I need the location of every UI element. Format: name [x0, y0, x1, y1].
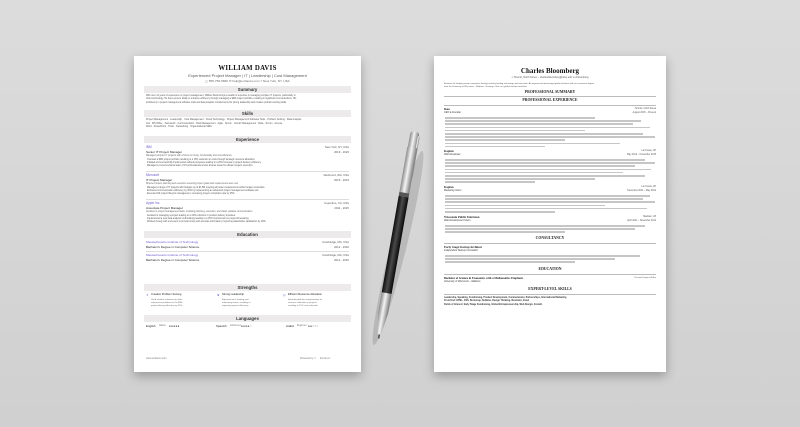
skills-line: Jira · MS Office · Teamwork · Communication · Risk Management · Agile · Scrum · Vendor Management · Data · Scrum · Access [146, 121, 283, 125]
resume-name: WILLIAM DAVIS [218, 65, 277, 72]
footer-brand: Enhancv [320, 357, 331, 360]
summary-line: With over 12 years of experience in project management, William Davis brings a wealth of expertise in managing complex IT projects, particularly in [146, 95, 296, 97]
intro-line: Business for leading startup companies through industry-leading web design and execution. An experienced team-target global solutions with an economics degree [444, 83, 595, 85]
education-degree: Bachelor's Degree in Computer Science [146, 244, 200, 249]
strength-line: motivating teams, resulting in [222, 301, 251, 304]
languages-header: Languages [144, 315, 351, 322]
job-dates: May 2012 – November 2015 [627, 154, 656, 156]
strength-line: resulting in 15% cost reduction. [288, 304, 319, 307]
job-location: New York, NY, USA [324, 145, 349, 149]
job-title: Web Developer [444, 153, 461, 156]
education-dates: 2012 - 2016 [334, 257, 349, 262]
resume-headline: Experienced Project Manager | IT | Leadership | Cost Management [188, 73, 307, 78]
rating-dots: ●●●●○ [241, 323, 252, 328]
skills-line: Word · PowerPoint · Trello · Networking · Organizational Skills [146, 125, 212, 129]
language-name: Spanish [216, 324, 227, 328]
job-location: Toronto, North Korea [634, 108, 656, 110]
job-intro: Directed project planning and execution ensuring project goals and requirements were met. [146, 183, 239, 185]
education-school: University of Wisconsin – Madison [444, 280, 481, 283]
strength-line: project driving efficiency up 30%. [151, 304, 183, 307]
infinity-logo-icon: ∞ [314, 356, 317, 361]
skills-header: Skills [144, 110, 351, 117]
job-title: Associate Project Manager [146, 205, 183, 210]
strength-title: Strong Leadership [222, 293, 244, 297]
job-dates: August 2015 – Present [632, 112, 656, 114]
job-dates: 2015 - 2019 [334, 177, 349, 182]
strength-line: improving project efficiency. [222, 304, 249, 307]
skills-line: Leadership, Speaking, Fundraising, Product Development, Communicator, Partnerships, International Marketing [444, 297, 567, 299]
job-bullet: Implemented a new data analysis methodology leading to a 15% improvement in project forecasting. [147, 217, 250, 220]
footer-website: www.enhancv.com [146, 357, 167, 360]
job-intro: Managed complex IT projects with a focus on timing, functionality and cost efficiency. [146, 155, 233, 157]
skills-line: Project Management · Leadership · Cost Management · Cloud Technology · Project Management Software Tools · Problem Solving · Data Analysis [146, 118, 302, 121]
language-name: English [146, 324, 156, 328]
job-title: CEO & Founder [444, 111, 462, 114]
skills-line: Front End: HTML, CSS, Bootstrap, Sublime, Design Thinking, Illustrator, Excel [444, 300, 530, 303]
strengths-header: Strengths [144, 284, 351, 291]
language-level: Beginner [297, 324, 307, 328]
experience-header: Experience [144, 136, 351, 143]
job-location: La Crosse, WI [641, 150, 656, 152]
job-dates: April 2011 – November 2011 [627, 220, 656, 222]
education-heading: EDUCATION [538, 267, 562, 271]
skills-heading: EXPERT-LEVEL SKILLS [528, 287, 572, 291]
job-dates: 2011 - 2015 [334, 205, 349, 210]
consultancy-title: Independent Startup Consultant [444, 249, 478, 252]
footer-powered-by: Powered by [300, 357, 314, 360]
job-location: Cupertino, CA, USA [324, 201, 349, 205]
job-company: Microsoft [146, 173, 159, 177]
job-dates: November 2011 – May 2012 [627, 190, 656, 192]
intro-line: from the University of Wisconsin – Madison. Creating a Gun as a global startup consultant. [444, 86, 528, 88]
education-location: Cambridge, MA, USA [322, 240, 349, 244]
consultancy-heading: CONSULTANCY [535, 236, 565, 240]
education-degree: Bachelor of Science in Economics with a Mathematics Emphasis [444, 276, 524, 280]
strength-line: Spearheaded the reorganization of [288, 298, 322, 301]
job-bullet: Managed a cross-functional team of 15 professionals across diverse areas for efficient project execution. [147, 165, 254, 168]
strength-line: resource allocation in projects [288, 301, 317, 304]
education-dates: 2012 - 2016 [334, 244, 349, 249]
resume-contact: ⌖ Toronto, North Korea ✉ charlesbloomberg@wisc.edu in cbloomberg [511, 76, 589, 79]
rating-dots: ●●○○○ [308, 323, 319, 328]
job-bullet: Managed a range of IT projects with budgets up to $1.5M meeting all project requirements within budget constraints. [147, 186, 266, 189]
job-company: Kaplan [444, 149, 454, 153]
job-intro: Assisted in project management tasks, including planning, execution, and status updates communication. [146, 211, 253, 213]
job-title: Web Development Intern [444, 219, 471, 222]
job-company: IBM [146, 145, 152, 149]
language-level: Advanced [230, 324, 241, 328]
rating-dots: ●●●●● [169, 323, 180, 328]
job-bullet: Initiated and successfully implemented refined processes leading to a 20% increase in project delivery efficiency. [147, 161, 262, 164]
consultancy-company: Early Stage Startup Architect [444, 245, 483, 249]
skills-line: Fields of Interest: Early Stage Fundraising, Global Entrepreneurship, Web Design, Growth [444, 303, 542, 306]
experience-heading: PROFESSIONAL EXPERIENCE [522, 98, 578, 102]
job-location: La Crosse, WI [641, 186, 656, 188]
job-bullet: Worked closely with end-users to provide timely and accurate information, improving stakeholder satisfaction by 20%. [147, 221, 267, 224]
education-dates: Present Kanpur Kh6ra [634, 277, 656, 279]
job-company: Kaplan [444, 185, 454, 189]
job-title: Senior IT Project Manager [146, 149, 183, 154]
job-bullet: Assisted in managing a project leading to a 10% reduction in product delivery timelines. [147, 214, 236, 217]
job-location: Madison, WI [643, 216, 656, 218]
education-header: Education [144, 231, 351, 238]
summary-line: proficiency in project management software tools and data analysis complements his strong leadership and creative problem-solving skills. [146, 101, 287, 104]
resume-contact: ◻ 555-759-5830 ✉ help@enhancv.com ⌖ New York, NY, USA [205, 78, 290, 83]
education-school: Massachusetts Institute of Technology [146, 253, 199, 257]
job-bullet: Enhanced communication efficiency by 30% by implementing an advanced project management software tool. [147, 189, 259, 192]
language-name: Arabic [286, 324, 295, 328]
strength-title: Efficient Resource Allocation [288, 293, 323, 297]
strength-line: Used creative solutions to tackle [151, 298, 183, 301]
job-company: Apple Inc. [146, 201, 161, 205]
summary-heading: PROFESSIONAL SUMMARY [524, 89, 576, 94]
job-location: Redmond, WA, USA [323, 173, 349, 177]
job-bullet: Oversaw a $2M project portfolio resulting in a 15% reduction in costs through strategic resource allocation. [147, 158, 256, 161]
job-bullet: Executed full project lifecycle management, increasing project completion rate by 25%. [147, 193, 236, 196]
job-company: Ikea [444, 107, 450, 111]
job-dates: 2019 - 2023 [334, 149, 349, 154]
strength-line: unforeseen problems in the $2M [151, 301, 183, 304]
education-location: Cambridge, MA, USA [322, 253, 349, 257]
job-company: Wisconsin Public Television [444, 215, 480, 219]
lightbulb-icon: ✦ [146, 293, 149, 297]
target-icon: ◎ [283, 293, 286, 297]
leadership-icon: ♛ [217, 293, 220, 297]
education-degree: Bachelor's Degree in Computer Science [146, 257, 200, 262]
job-title: Marketing Intern [444, 189, 462, 192]
summary-header: Summary [144, 86, 351, 93]
strength-line: Experienced in leading and [222, 298, 249, 301]
education-school: Massachusetts Institute of Technology [146, 240, 199, 244]
job-title: IT Project Manager [146, 177, 173, 182]
strength-title: Creative Problem Solving [151, 293, 182, 297]
language-level: Native [159, 324, 166, 328]
resume-name: Charles Bloomberg [520, 67, 580, 75]
summary-line: cloud technology. He has a proven ability to enhance efficiency through managing a $2M project portfolio, resulting in significant cost reductions. His [146, 98, 297, 101]
